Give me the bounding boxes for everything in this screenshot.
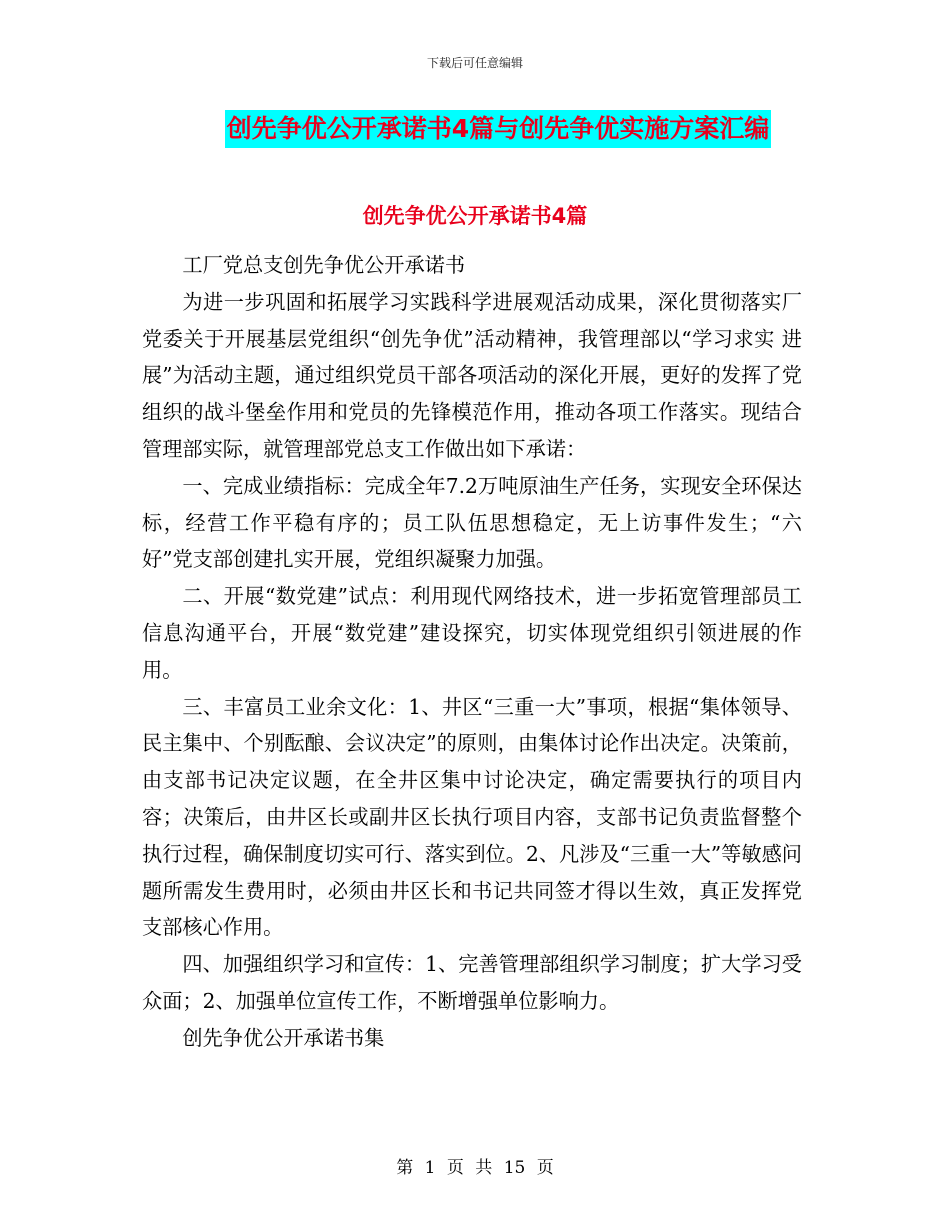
paragraph-section-heading: 创先争优公开承诺书集 bbox=[182, 1025, 385, 1050]
main-title-container bbox=[0, 110, 950, 148]
sub-title: 创先争优公开承诺书4篇 bbox=[362, 204, 588, 228]
paragraph-item-1: 一、完成业绩指标：完成全年7.2万吨原油生产任务，实现安全环保达标，经营工作平稳有序的；员工队伍思想稳定，无上访事件发生；“六好”党支部创建扎实开展，党组织凝聚力加强。 bbox=[142, 473, 802, 572]
paragraph-intro: 为进一步巩固和拓展学习实践科学进展观活动成果，深化贯彻落实厂党委关于开展基层党组织“创先争优”活动精神，我管理部以“学习求实 进展”为活动主题，通过组织党员干部各项活动的深化开展，更好的发挥了党组织的战斗堡垒作用和党员的先锋模范作用，推动各项工作落实。现结合管理部实际，就管理部党总支工作做出如下承诺： bbox=[142, 289, 802, 461]
header-note: 下载后可任意编辑 bbox=[426, 56, 523, 70]
paragraph-item-4: 四、加强组织学习和宣传：1、完善管理部组织学习制度；扩大学习受众面；2、加强单位宣传工作，不断增强单位影响力。 bbox=[142, 952, 802, 1013]
main-title: 创先争优公开承诺书4篇与创先争优实施方案汇编 bbox=[225, 110, 771, 148]
paragraph-item-3: 三、丰富员工业余文化：1、井区“三重一大”事项，根据“集体领导、民主集中、个别酝酿、会议决定”的原则，由集体讨论作出决定。决策前，由支部书记决定议题，在全井区集中讨论决定，确定需要执行的项目内容；决策后，由井区长或副井区长执行项目内容，支部书记负责监督整个执行过程，确保制度切实可行、落实到位。2、凡涉及“三重一大”等敏感问题所需发生费用时，必须由井区长和书记共同签才得以生效，真正发挥党支部核心作用。 bbox=[142, 694, 802, 940]
paragraph-item-2: 二、开展“数党建”试点：利用现代网络技术，进一步拓宽管理部员工信息沟通平台，开展“数党建”建设探究，切实体现党组织引领进展的作用。 bbox=[142, 584, 802, 682]
page-number-footer: 第 1 页 共 15 页 bbox=[396, 1158, 554, 1178]
document-body bbox=[142, 247, 802, 1057]
paragraph-heading: 工厂党总支创先争优公开承诺书 bbox=[182, 253, 466, 277]
